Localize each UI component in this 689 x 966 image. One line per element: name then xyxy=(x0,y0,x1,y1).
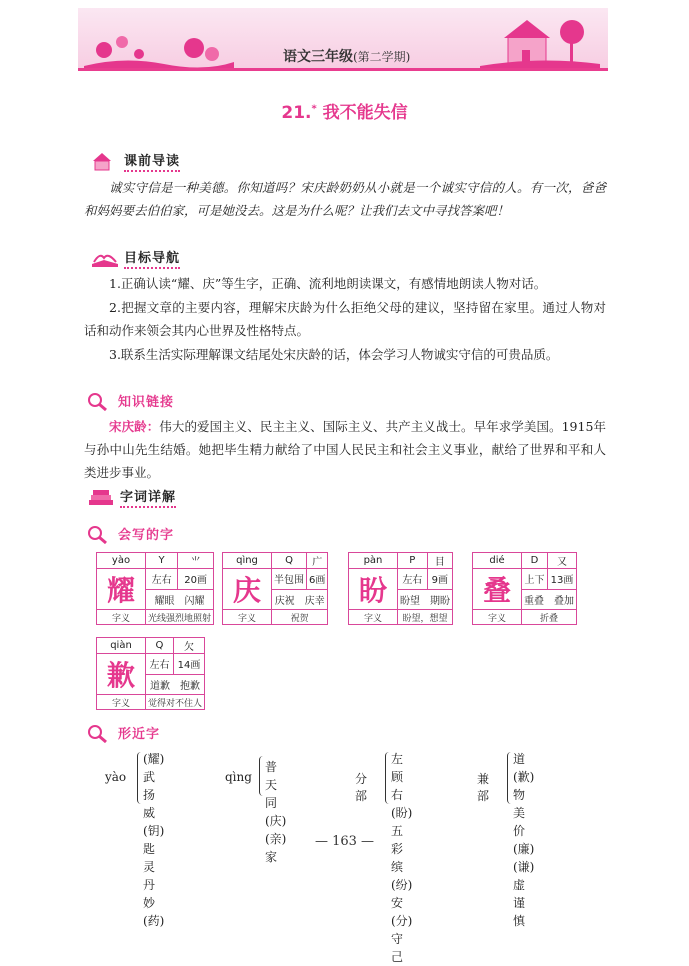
char-meaning: 盼望，想望 xyxy=(398,610,453,625)
knowledge-heading xyxy=(84,390,174,412)
book-title-main: 语文三年级 xyxy=(283,49,353,65)
char-pinyin: yào xyxy=(97,553,146,569)
magnifier-icon xyxy=(84,391,114,411)
similar-item: (耀)武扬威 xyxy=(143,752,165,820)
char-radical: 欠 xyxy=(173,638,204,654)
char-meaning-label: 字义 xyxy=(97,695,146,710)
book-icon xyxy=(90,248,120,268)
similar-items xyxy=(265,758,286,866)
page-header xyxy=(78,8,608,70)
char-glyph: 盼 xyxy=(349,569,398,610)
char-letter: Q xyxy=(146,638,174,654)
char-pinyin: qiàn xyxy=(97,638,146,654)
similar-item: (亲)家 xyxy=(265,832,287,864)
similar-item: (钥)匙 xyxy=(143,824,165,856)
lesson-title xyxy=(0,98,689,123)
goals-label: 目标导航 xyxy=(124,247,180,269)
char-structure: 左右 xyxy=(146,569,178,590)
char-words: 重叠 叠加 xyxy=(522,589,577,610)
char-card-5 xyxy=(96,637,205,710)
goal-item-3: 3.联系生活实际理解课文结尾处宋庆龄的话，体会学习人物诚实守信的可贵品质。 xyxy=(109,347,559,362)
char-structure: 左右 xyxy=(398,569,428,590)
similar-item: 道(歉) xyxy=(513,752,535,784)
similar-label: 形近字 xyxy=(118,727,161,742)
char-strokes: 6画 xyxy=(307,569,328,590)
char-letter: Q xyxy=(272,553,307,569)
vocab-label: 字词详解 xyxy=(120,486,176,508)
char-meaning-label: 字义 xyxy=(349,610,398,625)
write-chars-heading xyxy=(84,523,174,545)
char-card-2 xyxy=(222,552,328,625)
similar-item: 物美价(廉) xyxy=(513,788,535,856)
book-subtitle: (第二学期) xyxy=(353,50,411,64)
similar-key: 分部 xyxy=(355,772,368,803)
header-flowers-decoration xyxy=(84,20,234,68)
char-pinyin: qìng xyxy=(223,553,272,569)
char-letter: P xyxy=(398,553,428,569)
knowledge-label: 知识链接 xyxy=(118,395,175,410)
char-strokes: 9画 xyxy=(427,569,452,590)
char-card-1 xyxy=(96,552,214,625)
intro-paragraph: 诚实守信是一种美德。你知道吗？宋庆龄奶奶从小就是一个诚实守信的人。有一次，爸爸和妈妈要去伯伯家，可是她没去。这是为什么呢？让我们去文中寻找答案吧！ xyxy=(84,180,606,218)
knowledge-lead: 宋庆龄： xyxy=(109,419,160,434)
header-house-decoration xyxy=(480,14,600,68)
similar-item: 普天同(庆) xyxy=(265,760,287,828)
lesson-title-text: 我不能失信 xyxy=(322,103,408,123)
char-strokes: 20画 xyxy=(178,569,214,590)
char-words: 耀眼 闪耀 xyxy=(146,589,214,610)
char-words: 道歉 抱歉 xyxy=(146,674,205,695)
goal-item-1: 1.正确认读“耀、庆”等生字，正确、流利地朗读课文，有感情地朗读人物对话。 xyxy=(109,276,547,291)
similar-key: yào xyxy=(105,770,127,784)
char-card-4 xyxy=(472,552,577,625)
similar-item: 五彩缤(纷) xyxy=(391,824,413,892)
char-structure: 上下 xyxy=(522,569,548,590)
intro-heading xyxy=(90,150,180,172)
header-rule xyxy=(78,68,608,71)
similar-item: 安(分)守己 xyxy=(391,896,413,964)
char-radical: 广 xyxy=(307,553,328,569)
similar-item: (谦)虚谨慎 xyxy=(513,860,535,928)
char-pinyin: dié xyxy=(473,553,522,569)
char-words: 盼望 期盼 xyxy=(398,589,453,610)
char-glyph: 歉 xyxy=(97,654,146,695)
char-pinyin: pàn xyxy=(349,553,398,569)
goals-heading xyxy=(90,247,180,269)
vocab-heading xyxy=(86,486,176,508)
similar-item: 灵丹妙(药) xyxy=(143,860,165,928)
char-strokes: 14画 xyxy=(173,654,204,675)
magnifier-icon xyxy=(84,524,114,544)
char-meaning: 祝贺 xyxy=(272,610,328,625)
house-icon xyxy=(90,151,120,171)
char-meaning-label: 字义 xyxy=(97,610,146,625)
char-meaning: 折叠 xyxy=(522,610,577,625)
book-title xyxy=(283,46,410,66)
similar-heading xyxy=(84,722,160,744)
page-number: — 163 — xyxy=(314,834,375,849)
similar-items xyxy=(391,750,412,966)
intro-label: 课前导读 xyxy=(124,150,180,172)
char-words: 庆祝 庆幸 xyxy=(272,589,328,610)
char-glyph: 庆 xyxy=(223,569,272,610)
char-meaning-label: 字义 xyxy=(473,610,522,625)
lesson-star: * xyxy=(311,103,317,115)
magnifier-icon xyxy=(84,723,114,743)
books-stack-icon xyxy=(86,487,116,507)
char-structure: 半包围 xyxy=(272,569,307,590)
char-meaning: 光线强烈地照射 xyxy=(146,610,214,625)
char-strokes: 13画 xyxy=(548,569,577,590)
knowledge-paragraph xyxy=(84,415,606,484)
char-radical: 又 xyxy=(548,553,577,569)
knowledge-text: 伟大的爱国主义、民主主义、国际主义、共产主义战士。早年求学美国。1915年与孙中山先生结婚。她把毕生精力献给了中国人民民主和社会主义事业，献给了世界和平和人类进步事业。 xyxy=(84,419,606,480)
char-letter: Y xyxy=(146,553,178,569)
lesson-number: 21. xyxy=(281,103,312,123)
char-meaning-label: 字义 xyxy=(223,610,272,625)
char-radical: 目 xyxy=(427,553,452,569)
char-structure: 左右 xyxy=(146,654,174,675)
char-glyph: 叠 xyxy=(473,569,522,610)
similar-item: 左顾右(盼) xyxy=(391,752,413,820)
char-card-3 xyxy=(348,552,453,625)
char-meaning: 觉得对不住人 xyxy=(146,695,205,710)
similar-key: 兼部 xyxy=(477,772,490,803)
char-glyph: 耀 xyxy=(97,569,146,610)
char-letter: D xyxy=(522,553,548,569)
goal-item-2: 2.把握文章的主要内容，理解宋庆龄为什么拒绝父母的建议，坚持留在家里。通过人物对话和动作来领会其内心世界及性格特点。 xyxy=(84,300,606,338)
similar-key: qìng xyxy=(225,770,252,784)
write-chars-label: 会写的字 xyxy=(118,528,175,543)
char-radical: ⺌ xyxy=(178,553,214,569)
